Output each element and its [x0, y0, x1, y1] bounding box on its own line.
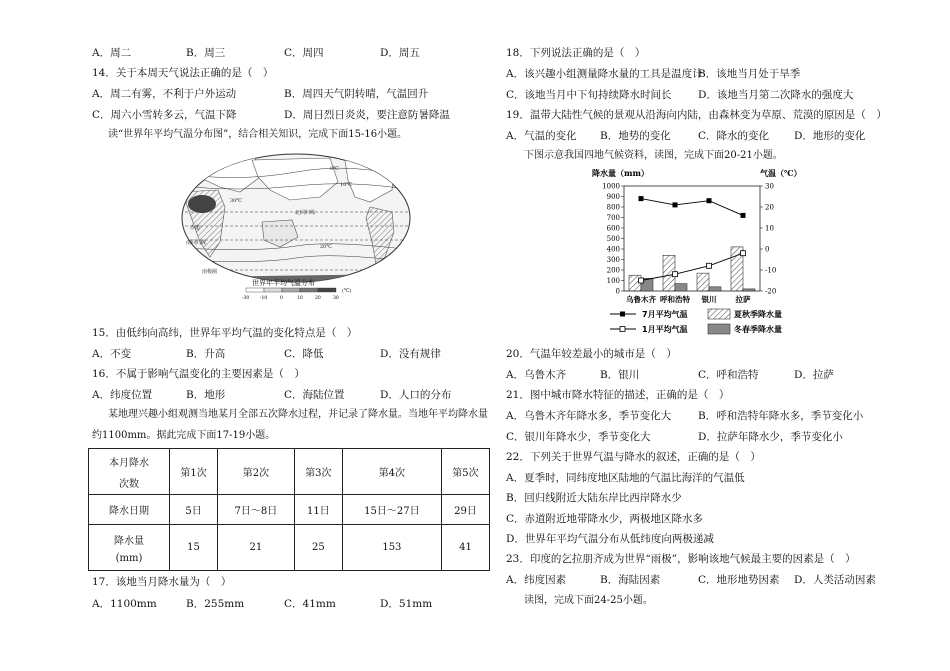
q15-option-b[interactable]: B．升高	[186, 348, 226, 360]
q17-option-d[interactable]: D．51mm	[380, 598, 433, 610]
q23-option-b[interactable]: B．海陆因素	[600, 574, 661, 586]
q16-option-a[interactable]: A．纬度位置	[92, 389, 153, 401]
q22-option-d[interactable]: D．世界年平均气温分布从低纬度向两极递减	[506, 533, 714, 545]
series-jan-line	[641, 253, 743, 280]
legend-summer-swatch	[708, 309, 730, 319]
chart-y2-ticks	[760, 183, 776, 296]
y-tick-label: 900	[606, 193, 620, 201]
point-jan	[741, 251, 746, 256]
table-header-cell: 第1次	[170, 449, 218, 495]
table-row-label: 降水日期	[89, 495, 170, 525]
table-cell: 153	[342, 525, 441, 571]
q18-option-b[interactable]: B．该地当月处于旱季	[698, 68, 801, 80]
bar-winter	[675, 284, 687, 291]
y2-tick-label: 20	[765, 203, 774, 212]
table-cell: 11日	[294, 495, 342, 525]
legend-winter: 冬春季降水量	[734, 325, 782, 334]
point-jan	[707, 263, 712, 268]
q19-option-c[interactable]: C．降水的变化	[698, 130, 770, 142]
q14-stem: 14．关于本周天气说法正确的是（ ）	[92, 67, 274, 79]
intro-17-19-line-1: 某地理兴趣小组观测当地某月全部五次降水过程，并记录了降水量。当地年平均降水量	[108, 409, 488, 420]
row2-label-line-2: (mm)	[115, 552, 143, 564]
series-july-line	[641, 199, 743, 216]
q19-option-b[interactable]: B．地势的变化	[600, 130, 671, 142]
category-label: 乌鲁木齐	[626, 295, 656, 304]
q22-option-c[interactable]: C．赤道附近地带降水少，两极地区降水多	[506, 513, 704, 525]
q15-option-c[interactable]: C．降低	[284, 348, 324, 360]
point-jan	[639, 278, 644, 283]
table-header-cell: 第5次	[441, 449, 489, 495]
q15-option-d[interactable]: D．没有规律	[380, 348, 441, 360]
q13-option-d[interactable]: D．周五	[380, 47, 420, 59]
q23-option-c[interactable]: C．地形地势因素	[698, 574, 780, 586]
y-tick-label: 100	[606, 277, 620, 285]
q16-option-b[interactable]: B．地形	[186, 389, 226, 401]
header-label-line-2: 次数	[119, 478, 139, 490]
q15-stem: 15．由低纬向高纬，世界年平均气温的变化特点是（ ）	[92, 327, 358, 339]
table-row-label	[89, 525, 170, 571]
sahara-hot-zone	[188, 195, 216, 213]
q20-option-a[interactable]: A．乌鲁木齐	[506, 369, 567, 381]
y-tick-label: 700	[606, 214, 620, 222]
q21-stem: 21．图中城市降水特征的描述，正确的是（ ）	[506, 389, 730, 401]
q15-option-a[interactable]: A．不变	[92, 348, 132, 360]
category-label: 拉萨	[735, 295, 751, 304]
legend-tick-6: 30	[333, 296, 339, 301]
q21-option-c[interactable]: C．银川年降水少，季节变化大	[506, 431, 651, 443]
intro-17-19-line-2: 约1100mm。据此完成下面17-19小题。	[92, 430, 276, 441]
table-header-cell: 第2次	[218, 449, 295, 495]
table-cell: 25	[294, 525, 342, 571]
category-label: 银川	[701, 295, 717, 304]
q23-stem: 23．印度的乞拉朋齐成为世界“雨极”，影响该地气候最主要的因素是（ ）	[506, 553, 856, 565]
table-row	[89, 495, 490, 525]
map-label-tropic-capricorn: 南回归线	[186, 240, 207, 246]
q23-option-a[interactable]: A．纬度因素	[506, 574, 567, 586]
point-july	[707, 198, 712, 203]
table-header-cell: 第3次	[294, 449, 342, 495]
point-july	[741, 213, 746, 218]
y-tick-label: 600	[606, 224, 620, 233]
category-label: 呼和浩特	[660, 295, 690, 304]
q14-option-d[interactable]: D．周日烈日炎炎，要注意防暑降温	[284, 109, 450, 121]
q14-option-c[interactable]: C．周六小雪转多云，气温下降	[92, 109, 237, 121]
q21-option-d[interactable]: D．拉萨年降水少，季节变化小	[698, 431, 843, 443]
table-header-label	[89, 449, 170, 495]
q22-stem: 22．下列关于世界气温与降水的叙述，正确的是（ ）	[506, 451, 761, 463]
q22-option-a[interactable]: A．夏季时，同纬度地区陆地的气温比海洋的气温低	[506, 472, 745, 484]
table-cell: 21	[218, 525, 295, 571]
q19-option-a[interactable]: A．气温的变化	[506, 130, 577, 142]
q16-option-d[interactable]: D．人口的分布	[380, 389, 452, 401]
y-tick-label: 1000	[602, 182, 620, 191]
y-tick-label: 500	[606, 235, 620, 243]
legend-july-marker	[620, 312, 625, 317]
q22-option-b[interactable]: B．回归线附近大陆东岸比西岸降水少	[506, 492, 682, 504]
point-july	[673, 202, 678, 207]
table-row	[89, 525, 490, 571]
y2-tick-label: -20	[765, 287, 777, 296]
table-cell: 5日	[170, 495, 218, 525]
table-cell: 15	[170, 525, 218, 571]
map-title: 世界年平均气温分布	[252, 279, 315, 287]
y2-tick-label: 0	[765, 245, 770, 254]
q20-stem: 20．气温年较差最小的城市是（ ）	[506, 348, 677, 360]
chart-y-ticks	[602, 183, 624, 296]
q18-option-d[interactable]: D．该地当月第二次降水的强度大	[698, 89, 854, 101]
q20-option-d[interactable]: D．拉萨	[794, 369, 834, 381]
q18-option-a[interactable]: A．该兴趣小组测量降水量的工具是温度计	[506, 68, 703, 80]
table-cell: 7日～8日	[218, 495, 295, 525]
y-tick-label: 400	[606, 245, 620, 254]
chart-lines	[639, 196, 746, 283]
table-header-cell: 第4次	[342, 449, 441, 495]
q16-stem: 16．不属于影响气温变化的主要因素是（ ）	[92, 368, 305, 380]
q14-option-b[interactable]: B．周四天气阴转晴，气温回升	[284, 88, 429, 100]
map-label-tropic-cancer: 北回归线	[295, 210, 316, 216]
q21-option-b[interactable]: B．呼和浩特年降水多，季节变化小	[698, 410, 864, 422]
q17-option-c[interactable]: C．41mm	[284, 598, 336, 610]
bar-summer	[697, 273, 709, 291]
y2-tick-label: 10	[765, 224, 774, 233]
map-label-antarctic-circle: 南极圈	[202, 269, 218, 275]
q13-option-b[interactable]: B．周三	[186, 47, 226, 59]
q16-option-c[interactable]: C．海陆位置	[284, 389, 345, 401]
y2-tick-label: -10	[765, 266, 777, 275]
legend-tick-2: -10	[260, 296, 268, 301]
intro-24-25: 读图，完成下面24-25小题。	[524, 595, 653, 606]
legend-jan-marker	[620, 327, 625, 332]
map-isotherm-30: 30℃	[230, 198, 242, 204]
bar-winter	[709, 287, 721, 291]
y-tick-label: 800	[606, 203, 620, 212]
q17-stem: 17．该地当月降水量为（ ）	[92, 576, 232, 588]
chart-bars	[629, 247, 755, 291]
legend-tick-3: 0	[280, 296, 283, 301]
q23-option-d[interactable]: D．人类活动因素	[794, 574, 876, 586]
map-isotherm-0: 0℃	[330, 166, 339, 172]
table-cell: 29日	[441, 495, 489, 525]
legend-summer: 夏秋季降水量	[734, 310, 782, 319]
legend-tick-1: -30	[242, 296, 250, 301]
legend-tick-4: 10	[297, 296, 303, 301]
chart-legend	[610, 309, 782, 334]
row2-label-line-1: 降水量	[114, 535, 144, 547]
table-header-row	[89, 449, 490, 495]
q17-option-b[interactable]: B．255mm	[186, 598, 245, 610]
point-july	[639, 196, 644, 201]
q18-option-c[interactable]: C．该地当月中下旬持续降水时间长	[506, 89, 672, 101]
legend-jan: 1月平均气温	[642, 325, 688, 334]
map-isotherm-10: 10℃	[340, 182, 352, 188]
y-tick-label: 300	[606, 256, 620, 264]
map-label-equator: 赤道	[190, 225, 201, 231]
q17-option-a[interactable]: A．1100mm	[92, 598, 157, 610]
q19-option-d[interactable]: D．地形的变化	[794, 130, 866, 142]
legend-winter-swatch	[708, 324, 730, 334]
chart-y2label: 气温（℃）	[760, 168, 802, 178]
q21-option-a[interactable]: A．乌鲁木齐年降水多，季节变化大	[506, 410, 672, 422]
table-cell: 41	[441, 525, 489, 571]
q14-option-a[interactable]: A．周二有雾，不利于户外运动	[92, 88, 237, 100]
intro-15-16: 读“世界年平均气温分布图”，结合相关知识，完成下面15-16小题。	[108, 129, 408, 140]
y2-tick-label: 30	[765, 182, 774, 191]
map-unit: (℃)	[342, 288, 352, 294]
q19-stem: 19．温带大陆性气候的景观从沿海向内陆，由森林变为草原、荒漠的原因是（ ）	[506, 109, 887, 121]
q20-option-c[interactable]: C．呼和浩特	[698, 369, 759, 381]
q13-option-c[interactable]: C．周四	[284, 47, 324, 59]
q18-stem: 18．下列说法正确的是（ ）	[506, 47, 646, 59]
q13-option-a[interactable]: A．周二	[92, 47, 132, 59]
table-cell: 15日～27日	[342, 495, 441, 525]
chart-ylabel: 降水量（mm）	[592, 168, 649, 178]
rainfall-table	[88, 448, 490, 571]
bar-winter	[743, 289, 755, 291]
point-jan	[673, 272, 678, 277]
world-temperature-map	[180, 152, 412, 302]
legend-july: 7月平均气温	[642, 310, 688, 319]
q20-option-b[interactable]: B．银川	[600, 369, 640, 381]
y-tick-label: 0	[615, 287, 620, 296]
header-label-line-1: 本月降水	[109, 457, 149, 469]
chart-categories	[626, 294, 751, 304]
legend-tick-5: 20	[315, 296, 321, 301]
map-isotherm-20: 20℃	[320, 244, 332, 250]
intro-20-21: 下图示意我国四地气候资料，读图，完成下面20-21小题。	[524, 150, 783, 161]
y-tick-label: 200	[606, 266, 620, 275]
climate-chart	[592, 166, 802, 340]
